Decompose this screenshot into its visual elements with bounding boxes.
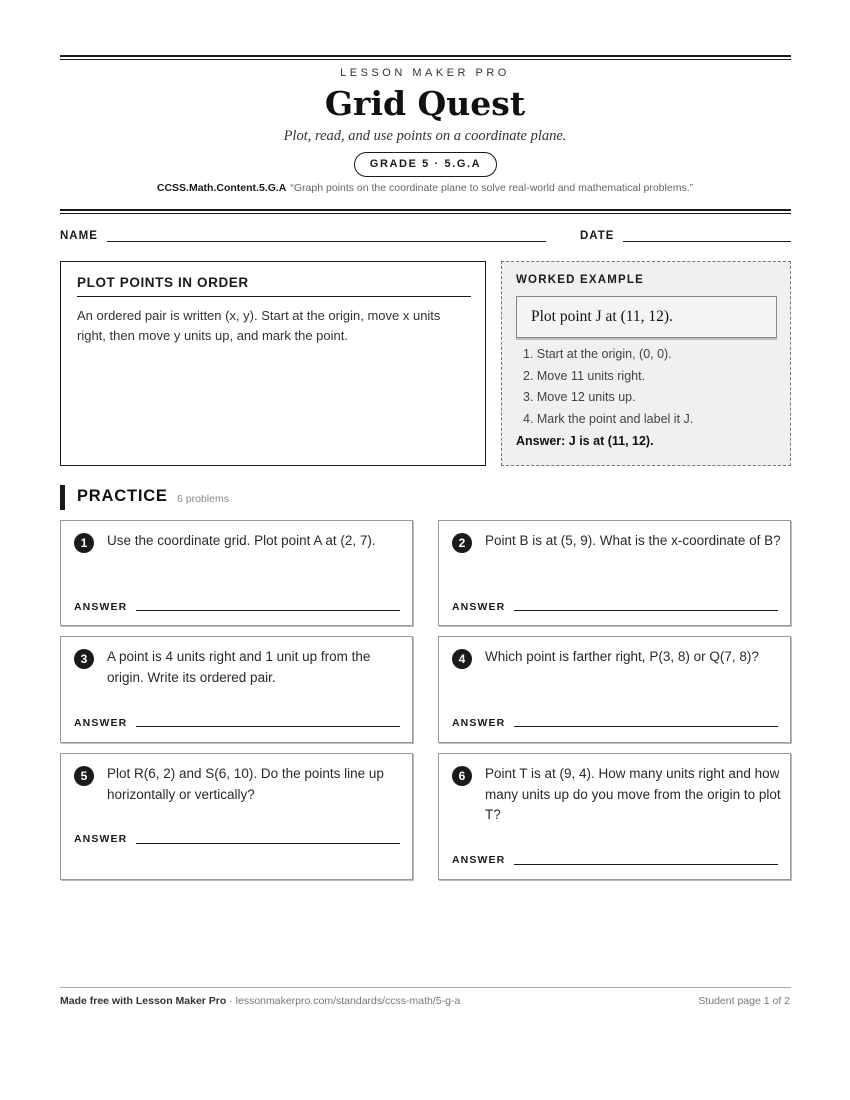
answer-label: ANSWER [74,833,128,845]
answer-label: ANSWER [452,601,506,613]
practice-count: 6 problems [177,493,229,505]
answer-line[interactable] [514,864,778,865]
worked-example-box [501,261,791,466]
footer-made-with: Made free with Lesson Maker Pro [60,995,227,1007]
answer-line[interactable] [514,610,778,611]
brand-name: LESSON MAKER PRO [340,67,510,79]
problem-text: Plot R(6, 2) and S(6, 10). Do the points line up horizontally or vertically? [107,766,384,802]
problem-text: Point B is at (5, 9). What is the x-coordinate of B? [485,533,781,548]
problem-number-badge: 2 [452,533,472,553]
problem-card-6 [438,753,791,880]
name-line[interactable] [107,241,546,242]
practice-section-bar [60,485,65,510]
date-line[interactable] [623,241,791,242]
answer-label: ANSWER [452,854,506,866]
answer-label: ANSWER [74,601,128,613]
worked-example-heading: WORKED EXAMPLE [516,274,644,286]
worked-example-step: 4. Mark the point and label it J. [523,412,694,427]
answer-label: ANSWER [74,717,128,729]
grade-badge: GRADE 5 · 5.G.A [354,152,497,177]
problem-text: Which point is farther right, P(3, 8) or Q(7, 8)? [485,649,759,664]
footer-page-number: Student page 1 of 2 [698,995,790,1007]
problem-card-4 [438,636,791,743]
problem-text: Use the coordinate grid. Plot point A at (2, 7). [107,533,376,548]
footer-credit [60,995,460,1007]
header-bottom-double-rule [60,209,791,214]
problem-card-3 [60,636,413,743]
instructions-heading: PLOT POINTS IN ORDER [77,275,471,297]
practice-title: PRACTICE [77,487,168,505]
name-label: NAME [60,230,98,242]
top-double-rule [60,55,791,60]
footer-rule [60,987,791,988]
answer-label: ANSWER [452,717,506,729]
problem-number-badge: 4 [452,649,472,669]
standard-text: “Graph points on the coordinate plane to solve real-world and mathematical problems.” [290,182,694,194]
problem-number-badge: 1 [74,533,94,553]
standard-code: CCSS.Math.Content.5.G.A [156,182,287,194]
worked-example-step: 2. Move 11 units right. [523,368,646,383]
page-subtitle: Plot, read, and use points on a coordinate plane. [283,128,567,144]
problem-text: Point T is at (9, 4). How many units right and how many units up do you move from the origin to plot T? [485,766,781,822]
answer-line[interactable] [136,610,400,611]
page-title: Grid Quest [324,84,526,123]
instructions-box [60,261,486,466]
instructions-text: An ordered pair is written (x, y). Start at the origin, move x units right, then move y units up, and mark the point. [77,308,441,343]
problem-number-badge: 3 [74,649,94,669]
answer-line[interactable] [136,726,400,727]
worked-example-answer: Answer: J is at (11, 12). [516,434,654,448]
worked-example-step: 1. Start at the origin, (0, 0). [523,347,672,361]
answer-line[interactable] [136,843,400,844]
problem-card-5 [60,753,413,880]
problem-text: A point is 4 units right and 1 unit up from the origin. Write its ordered pair. [107,649,371,685]
standard-line [0,182,850,194]
worked-example-step: 3. Move 12 units up. [523,390,636,405]
answer-line[interactable] [514,726,778,727]
problem-number-badge: 5 [74,766,94,786]
date-label: DATE [580,230,615,242]
problem-card-2 [438,520,791,626]
worked-example-steps [523,344,693,431]
problem-number-badge: 6 [452,766,472,786]
footer-url: · lessonmakerpro.com/standards/ccss-math/5-g-a [226,995,461,1007]
problem-card-1 [60,520,413,626]
worked-example-problem: Plot point J at (11, 12). [516,296,777,338]
